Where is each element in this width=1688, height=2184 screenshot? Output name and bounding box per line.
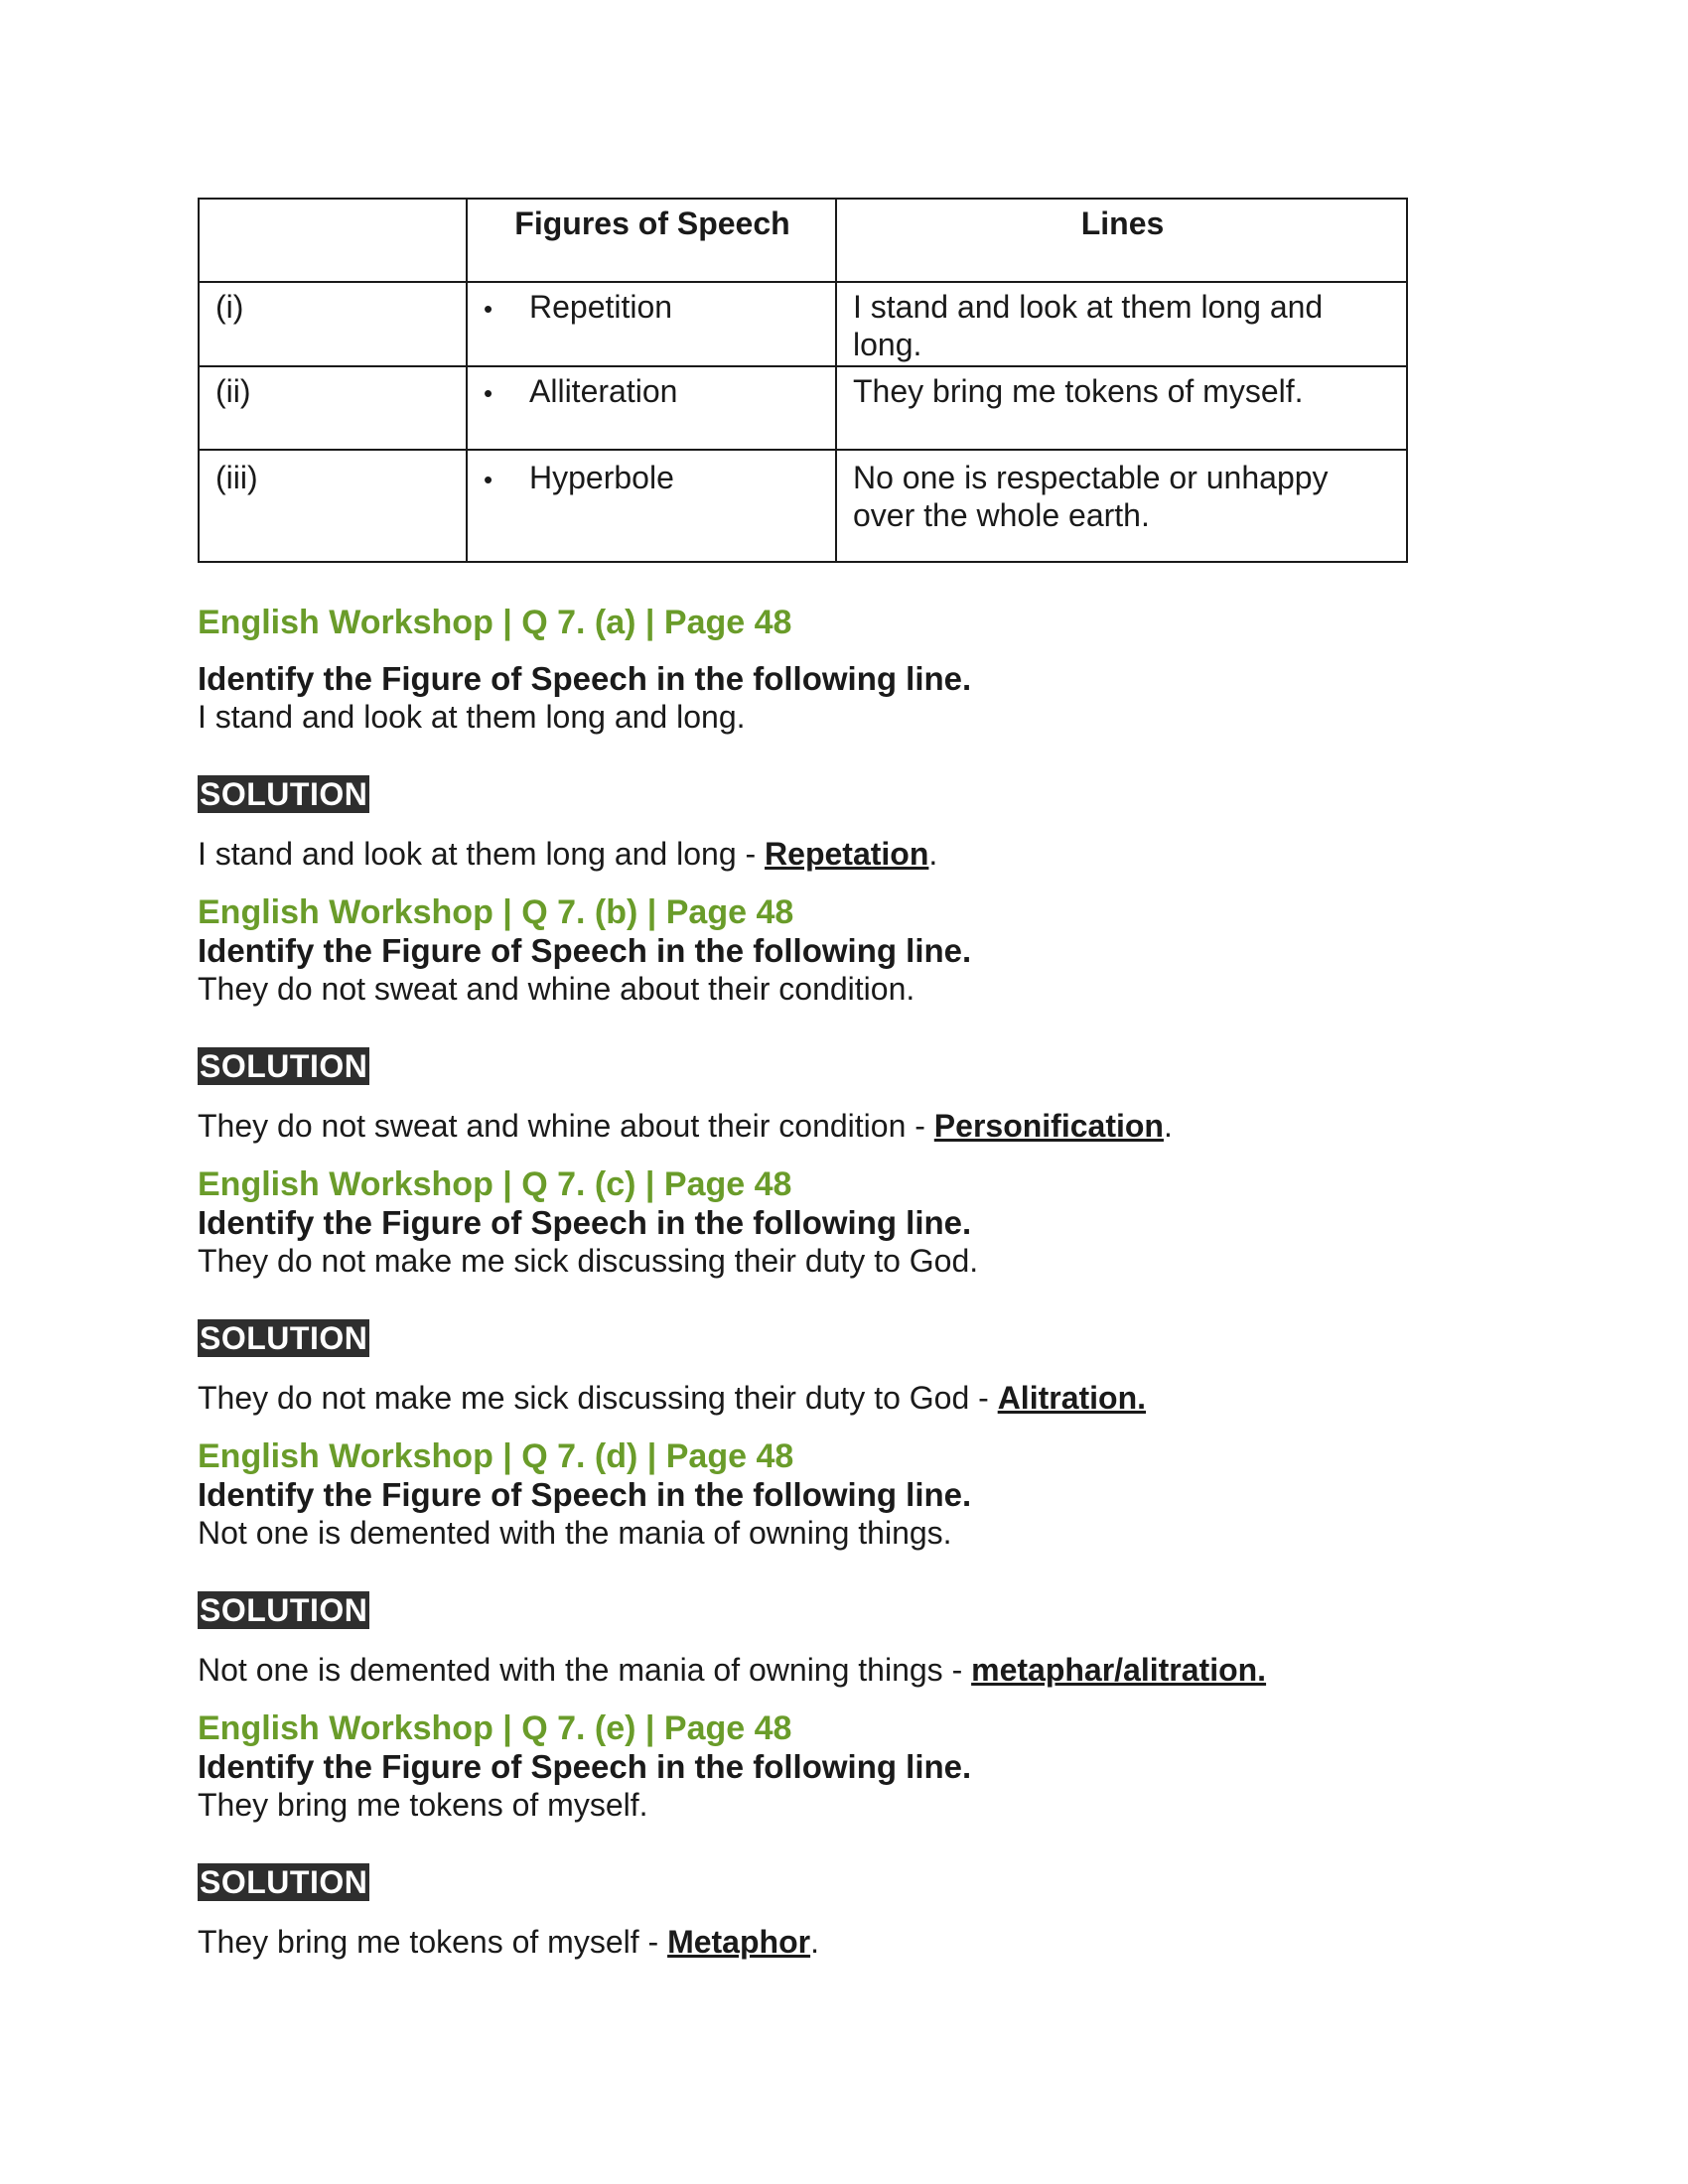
row-line: No one is respectable or unhappy over the whole earth. [836,450,1407,562]
question-block-b [198,892,1409,1145]
header-figures: Figures of Speech [467,199,836,282]
answer-term: Repetation [765,836,929,872]
question-block-a [198,603,1409,873]
solution-badge: SOLUTION [200,1864,368,1900]
row-figure [467,366,836,450]
question-prompt: Identify the Figure of Speech in the following line. [198,1204,972,1241]
row-line: They bring me tokens of myself. [836,366,1407,450]
figure-label: Alliteration [529,373,678,409]
answer-term: Personification [933,1108,1164,1144]
table-header-row [199,199,1407,282]
row-line: I stand and look at them long and long. [836,282,1407,366]
row-number: (i) [199,282,467,366]
header-number [199,199,467,282]
answer-term: metaphar/alitration. [971,1652,1267,1688]
solution-answer [198,1107,1409,1145]
solution-answer [198,1379,1409,1417]
answer-term: Alitration. [997,1380,1147,1416]
figures-of-speech-table [198,198,1408,563]
question-block-e [198,1708,1409,1961]
bullet-icon: • [484,465,493,494]
solution-badge: SOLUTION [200,1320,368,1356]
row-figure [467,450,836,562]
figure-label: Repetition [529,289,673,325]
answer-suffix: . [1163,1108,1173,1144]
solution-answer [198,1651,1409,1689]
header-lines: Lines [836,199,1407,282]
question-prompt: Identify the Figure of Speech in the following line. [198,932,972,969]
answer-suffix: . [810,1924,819,1960]
table-row [199,366,1407,450]
answer-text: They bring me tokens of myself - [198,1924,668,1960]
question-heading: English Workshop | Q 7. (b) | Page 48 [198,893,794,931]
answer-term: Metaphor [667,1924,811,1960]
figure-label: Hyperbole [529,460,674,495]
answer-text: I stand and look at them long and long - [198,836,766,872]
row-figure [467,282,836,366]
answer-text: They do not sweat and whine about their condition - [198,1108,934,1144]
question-heading: English Workshop | Q 7. (a) | Page 48 [198,604,792,641]
question-block-d [198,1436,1409,1689]
question-prompt: Identify the Figure of Speech in the following line. [198,1476,972,1513]
question-line: They do not make me sick discussing their duty to God. [198,1243,979,1279]
question-line: They do not sweat and whine about their condition. [198,971,915,1007]
answer-text: Not one is demented with the mania of owning things - [198,1652,972,1688]
table-row [199,450,1407,562]
solution-answer [198,1923,1409,1961]
question-prompt: Identify the Figure of Speech in the following line. [198,660,972,697]
question-line: They bring me tokens of myself. [198,1787,648,1823]
question-block-c [198,1164,1409,1417]
bullet-icon: • [484,294,493,324]
answer-text: They do not make me sick discussing their duty to God - [198,1380,998,1416]
solution-badge: SOLUTION [200,776,368,812]
answer-suffix: . [928,836,938,872]
solution-badge: SOLUTION [200,1048,368,1084]
bullet-icon: • [484,378,493,408]
row-number: (iii) [199,450,467,562]
document-page [198,198,1409,1961]
solution-answer [198,835,1409,873]
question-heading: English Workshop | Q 7. (d) | Page 48 [198,1437,794,1475]
solution-badge: SOLUTION [200,1592,368,1628]
row-number: (ii) [199,366,467,450]
question-prompt: Identify the Figure of Speech in the following line. [198,1748,972,1785]
question-line: I stand and look at them long and long. [198,699,746,735]
question-line: Not one is demented with the mania of owning things. [198,1515,952,1551]
question-heading: English Workshop | Q 7. (e) | Page 48 [198,1709,792,1747]
question-heading: English Workshop | Q 7. (c) | Page 48 [198,1165,792,1203]
table-row [199,282,1407,366]
